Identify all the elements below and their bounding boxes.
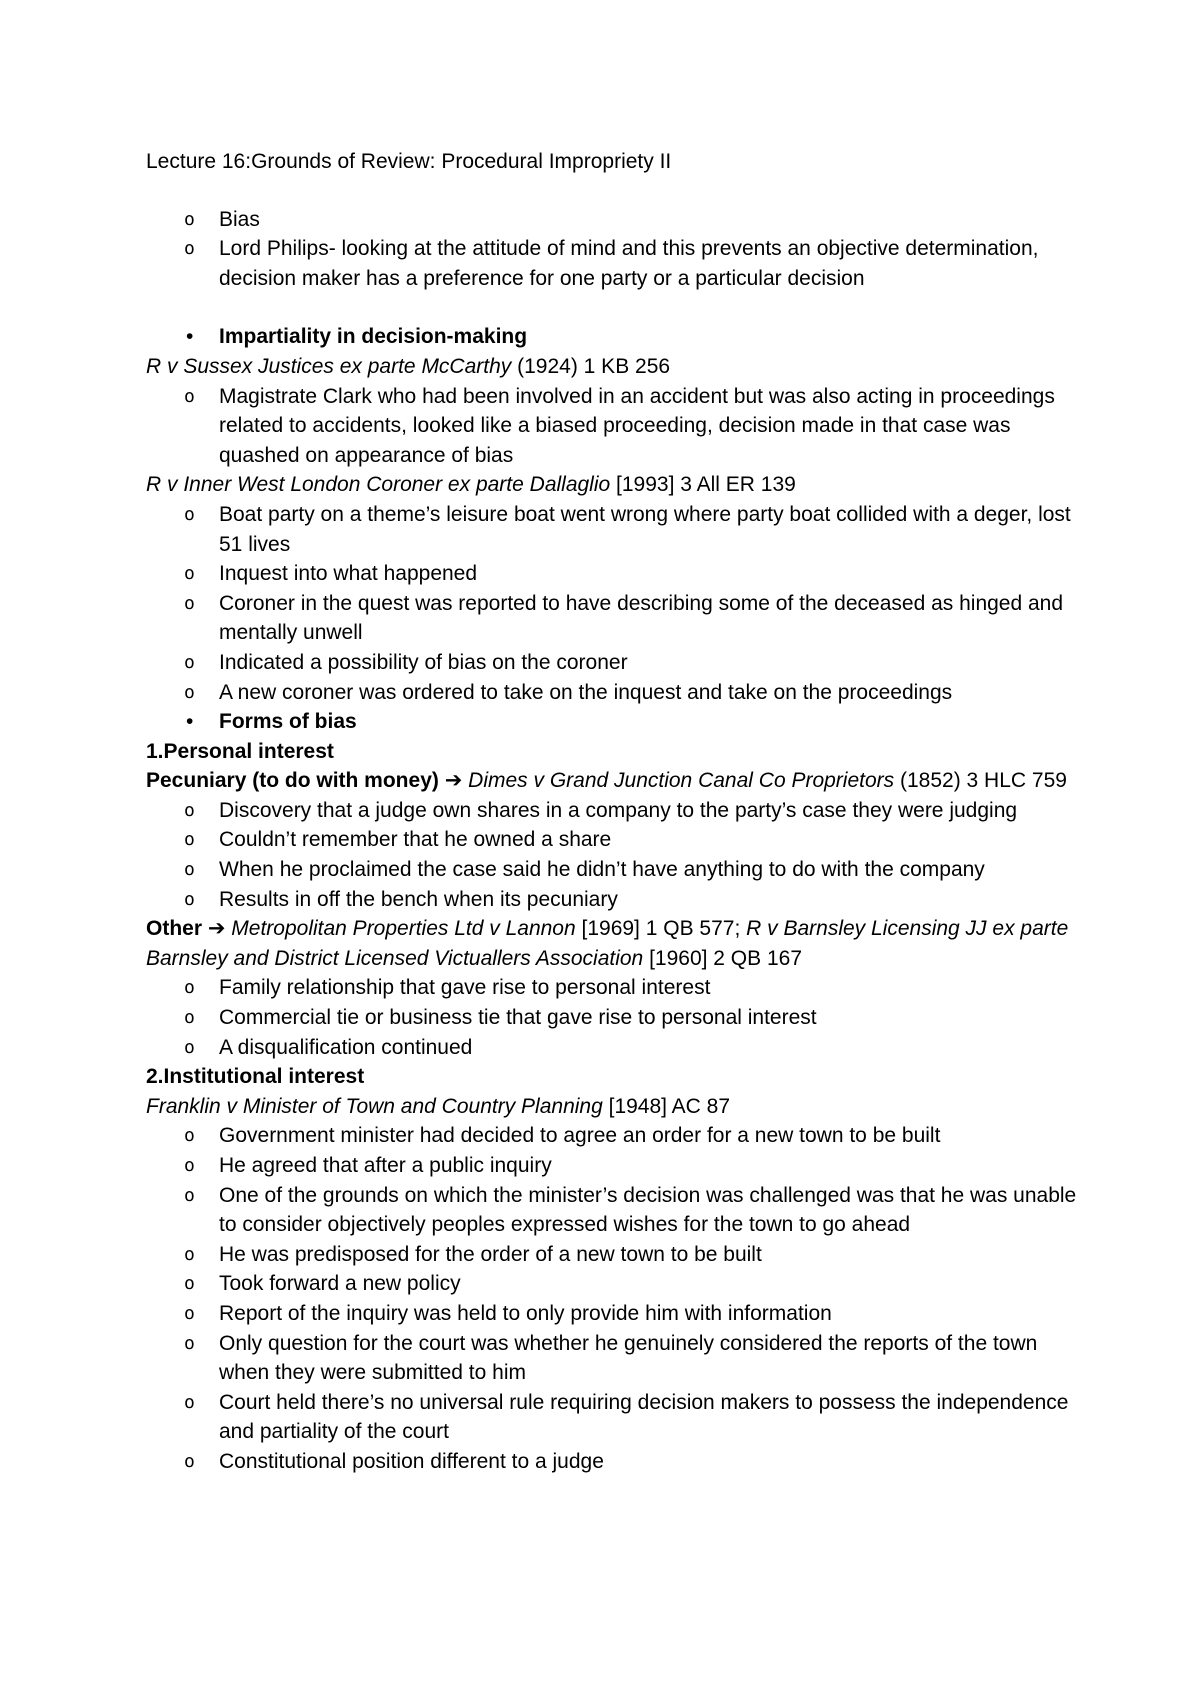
list-item: o He agreed that after a public inquiry	[184, 1154, 552, 1177]
list-item: o Indicated a possibility of bias on the coroner	[184, 650, 628, 674]
case-citation: Pecuniary (to do with money) ➔ Dimes v Grand Junction Canal Co Proprietors (1852) 3 HLC 759	[146, 769, 1067, 793]
list-item: o Boat party on a theme’s leisure boat went wrong where party boat collided with a deger, lost 51 lives	[184, 502, 1071, 556]
list-item: o Court held there’s no universal rule requiring decision makers to possess the independence and partiality of the court	[184, 1390, 1069, 1444]
list-item: o Bias	[184, 207, 260, 231]
list-item: o When he proclaimed the case said he didn’t have anything to do with the company	[184, 858, 985, 882]
list-item: o Commercial tie or business tie that gave rise to personal interest	[184, 1006, 817, 1030]
list-item: o Report of the inquiry was held to only provide him with information	[184, 1301, 832, 1325]
spacer	[146, 293, 1086, 322]
list-item: o Government minister had decided to agree an order for a new town to be built	[184, 1124, 941, 1148]
list-item: o One of the grounds on which the minister’s decision was challenged was that he was unable to consider objectively peoples expressed wishes for the town to go ahead	[184, 1183, 1077, 1237]
case-citation: Franklin v Minister of Town and Country Planning [1948] AC 87	[146, 1094, 731, 1118]
list-item: o Inquest into what happened	[184, 562, 478, 586]
section-heading-forms-of-bias: • Forms of bias	[186, 710, 357, 734]
case-citation: Other ➔ Metropolitan Properties Ltd v Lannon [1969] 1 QB 577; R v Barnsley Licensing JJ ex parte Barnsley and District Licensed Victuallers Association [1960] 2 QB 167	[146, 917, 1069, 970]
list-item: o Discovery that a judge own shares in a company to the party’s case they were judging	[184, 798, 1018, 822]
lecture-title: Lecture 16:Grounds of Review: Procedural Impropriety II	[146, 150, 672, 173]
list-item: o Coroner in the quest was reported to have describing some of the deceased as hinged and mentally unwell	[184, 591, 1064, 645]
list-item: o Family relationship that gave rise to personal interest	[184, 976, 711, 1000]
subheading-institutional-interest: 2.Institutional interest	[146, 1065, 365, 1089]
document-body	[146, 147, 1086, 1477]
case-citation: R v Inner West London Coroner ex parte Dallaglio [1993] 3 All ER 139	[146, 473, 796, 497]
list-item: o He was predisposed for the order of a new town to be built	[184, 1242, 762, 1266]
list-item: o Took forward a new policy	[184, 1272, 461, 1296]
arrow-right-icon: ➔	[444, 769, 463, 793]
list-item: o A disqualification continued	[184, 1035, 473, 1059]
list-item: o Constitutional position different to a judge	[184, 1449, 604, 1473]
case-citation: R v Sussex Justices ex parte McCarthy (1924) 1 KB 256	[146, 354, 671, 378]
section-heading-impartiality: • Impartiality in decision-making	[186, 325, 528, 349]
list-item: o Lord Philips- looking at the attitude of mind and this prevents an objective determination, decision maker has a preference for one party or a particular decision	[184, 237, 1039, 290]
list-item: o Results in off the bench when its pecuniary	[184, 887, 618, 911]
arrow-right-icon: ➔	[207, 917, 226, 941]
subheading-personal-interest: 1.Personal interest	[146, 739, 334, 763]
list-item: o Magistrate Clark who had been involved in an accident but was also acting in proceedings related to accidents, looked like a biased proceeding, decision made in that case was quashed on appearance of bias	[184, 384, 1055, 467]
list-item: o Only question for the court was whether he genuinely considered the reports of the town when they were submitted to him	[184, 1331, 1038, 1385]
list-item: o A new coroner was ordered to take on the inquest and take on the proceedings	[184, 680, 953, 704]
list-item: o Couldn’t remember that he owned a share	[184, 828, 612, 852]
